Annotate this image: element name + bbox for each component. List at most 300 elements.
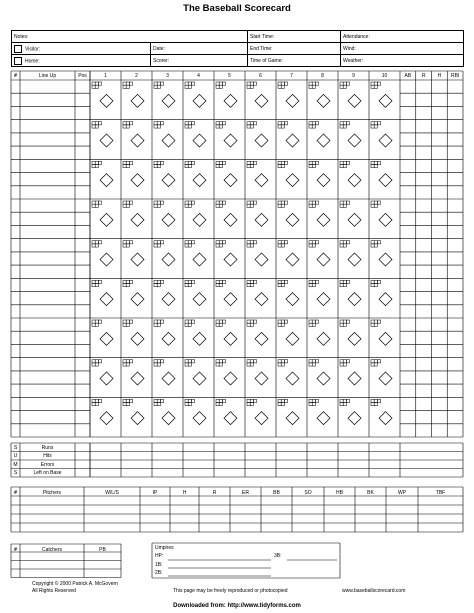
ball-box[interactable] xyxy=(219,360,222,363)
ball-box[interactable] xyxy=(222,320,225,323)
strike-box[interactable] xyxy=(278,323,281,326)
strike-box[interactable] xyxy=(374,165,377,168)
ball-box[interactable] xyxy=(315,82,318,85)
ball-box[interactable] xyxy=(95,399,98,402)
ball-box[interactable] xyxy=(250,161,253,164)
ball-box[interactable] xyxy=(157,82,160,85)
strike-box[interactable] xyxy=(185,363,188,366)
at-bat-cell[interactable] xyxy=(185,280,206,305)
base-diamond[interactable] xyxy=(224,253,237,266)
strike-box[interactable] xyxy=(92,85,95,88)
base-diamond[interactable] xyxy=(193,94,206,107)
strike-box[interactable] xyxy=(371,403,374,406)
ball-box[interactable] xyxy=(219,161,222,164)
at-bat-cell[interactable] xyxy=(247,122,268,147)
ball-box[interactable] xyxy=(129,399,132,402)
strike-box[interactable] xyxy=(95,85,98,88)
strike-box[interactable] xyxy=(312,284,315,287)
ball-box[interactable] xyxy=(284,320,287,323)
strike-box[interactable] xyxy=(343,323,346,326)
at-bat-cell[interactable] xyxy=(92,122,113,147)
ball-box[interactable] xyxy=(185,320,188,323)
ball-box[interactable] xyxy=(309,280,312,283)
base-diamond[interactable] xyxy=(317,253,330,266)
strike-box[interactable] xyxy=(219,165,222,168)
strike-box[interactable] xyxy=(188,323,191,326)
at-bat-cell[interactable] xyxy=(154,241,175,266)
at-bat-cell[interactable] xyxy=(216,161,237,186)
ball-box[interactable] xyxy=(284,360,287,363)
strike-box[interactable] xyxy=(247,85,250,88)
base-diamond[interactable] xyxy=(348,293,361,306)
ball-box[interactable] xyxy=(247,161,250,164)
ball-box[interactable] xyxy=(371,399,374,402)
ball-box[interactable] xyxy=(160,280,163,283)
strike-box[interactable] xyxy=(371,244,374,247)
ball-box[interactable] xyxy=(160,122,163,125)
strike-box[interactable] xyxy=(340,204,343,207)
strike-box[interactable] xyxy=(250,125,253,128)
strike-box[interactable] xyxy=(371,85,374,88)
ball-box[interactable] xyxy=(377,161,380,164)
strike-box[interactable] xyxy=(219,284,222,287)
at-bat-cell[interactable] xyxy=(371,280,392,305)
ball-box[interactable] xyxy=(346,399,349,402)
at-bat-cell[interactable] xyxy=(340,161,361,186)
strike-box[interactable] xyxy=(126,323,129,326)
at-bat-cell[interactable] xyxy=(92,399,113,424)
strike-box[interactable] xyxy=(92,125,95,128)
ball-box[interactable] xyxy=(219,399,222,402)
base-diamond[interactable] xyxy=(348,213,361,226)
ball-box[interactable] xyxy=(346,280,349,283)
at-bat-cell[interactable] xyxy=(123,82,144,107)
ball-box[interactable] xyxy=(160,241,163,244)
at-bat-cell[interactable] xyxy=(92,201,113,226)
ball-box[interactable] xyxy=(343,320,346,323)
ball-box[interactable] xyxy=(157,320,160,323)
ball-box[interactable] xyxy=(216,201,219,204)
ball-box[interactable] xyxy=(98,241,101,244)
ball-box[interactable] xyxy=(188,320,191,323)
ball-box[interactable] xyxy=(278,241,281,244)
base-diamond[interactable] xyxy=(379,253,392,266)
ball-box[interactable] xyxy=(250,399,253,402)
at-bat-cell[interactable] xyxy=(185,82,206,107)
strike-box[interactable] xyxy=(216,363,219,366)
ball-box[interactable] xyxy=(253,360,256,363)
strike-box[interactable] xyxy=(126,85,129,88)
ball-box[interactable] xyxy=(343,82,346,85)
at-bat-cell[interactable] xyxy=(340,122,361,147)
ball-box[interactable] xyxy=(95,122,98,125)
strike-box[interactable] xyxy=(278,363,281,366)
strike-box[interactable] xyxy=(123,403,126,406)
at-bat-cell[interactable] xyxy=(278,201,299,226)
strike-box[interactable] xyxy=(340,85,343,88)
base-diamond[interactable] xyxy=(255,213,268,226)
base-diamond[interactable] xyxy=(286,134,299,147)
ball-box[interactable] xyxy=(98,122,101,125)
ball-box[interactable] xyxy=(340,360,343,363)
base-diamond[interactable] xyxy=(286,293,299,306)
ball-box[interactable] xyxy=(123,399,126,402)
strike-box[interactable] xyxy=(154,363,157,366)
strike-box[interactable] xyxy=(340,244,343,247)
base-diamond[interactable] xyxy=(131,332,144,345)
at-bat-cell[interactable] xyxy=(123,399,144,424)
strike-box[interactable] xyxy=(185,165,188,168)
strike-box[interactable] xyxy=(95,165,98,168)
at-bat-cell[interactable] xyxy=(371,201,392,226)
ball-box[interactable] xyxy=(160,201,163,204)
strike-box[interactable] xyxy=(157,165,160,168)
at-bat-cell[interactable] xyxy=(371,161,392,186)
ball-box[interactable] xyxy=(98,320,101,323)
at-bat-cell[interactable] xyxy=(247,360,268,385)
ball-box[interactable] xyxy=(312,122,315,125)
strike-box[interactable] xyxy=(154,244,157,247)
ball-box[interactable] xyxy=(222,82,225,85)
ball-box[interactable] xyxy=(284,201,287,204)
ball-box[interactable] xyxy=(219,320,222,323)
strike-box[interactable] xyxy=(95,284,98,287)
ball-box[interactable] xyxy=(284,280,287,283)
ball-box[interactable] xyxy=(281,320,284,323)
strike-box[interactable] xyxy=(371,204,374,207)
ball-box[interactable] xyxy=(126,201,129,204)
ball-box[interactable] xyxy=(222,201,225,204)
strike-box[interactable] xyxy=(371,165,374,168)
strike-box[interactable] xyxy=(157,244,160,247)
ball-box[interactable] xyxy=(185,241,188,244)
base-diamond[interactable] xyxy=(131,94,144,107)
strike-box[interactable] xyxy=(95,403,98,406)
ball-box[interactable] xyxy=(281,122,284,125)
ball-box[interactable] xyxy=(374,280,377,283)
ball-box[interactable] xyxy=(185,399,188,402)
at-bat-cell[interactable] xyxy=(185,161,206,186)
base-diamond[interactable] xyxy=(193,213,206,226)
base-diamond[interactable] xyxy=(286,332,299,345)
strike-box[interactable] xyxy=(374,284,377,287)
ball-box[interactable] xyxy=(250,320,253,323)
strike-box[interactable] xyxy=(340,125,343,128)
ball-box[interactable] xyxy=(377,241,380,244)
ball-box[interactable] xyxy=(371,161,374,164)
strike-box[interactable] xyxy=(126,165,129,168)
strike-box[interactable] xyxy=(247,284,250,287)
at-bat-cell[interactable] xyxy=(92,241,113,266)
ball-box[interactable] xyxy=(253,280,256,283)
base-diamond[interactable] xyxy=(224,293,237,306)
at-bat-cell[interactable] xyxy=(123,280,144,305)
base-diamond[interactable] xyxy=(131,293,144,306)
ball-box[interactable] xyxy=(247,241,250,244)
at-bat-cell[interactable] xyxy=(123,360,144,385)
base-diamond[interactable] xyxy=(379,94,392,107)
strike-box[interactable] xyxy=(157,323,160,326)
ball-box[interactable] xyxy=(188,82,191,85)
strike-box[interactable] xyxy=(92,165,95,168)
at-bat-cell[interactable] xyxy=(309,201,330,226)
base-diamond[interactable] xyxy=(255,174,268,187)
at-bat-cell[interactable] xyxy=(154,122,175,147)
strike-box[interactable] xyxy=(247,165,250,168)
strike-box[interactable] xyxy=(154,125,157,128)
base-diamond[interactable] xyxy=(224,372,237,385)
base-diamond[interactable] xyxy=(162,332,175,345)
ball-box[interactable] xyxy=(216,82,219,85)
strike-box[interactable] xyxy=(340,363,343,366)
base-diamond[interactable] xyxy=(193,372,206,385)
strike-box[interactable] xyxy=(278,85,281,88)
base-diamond[interactable] xyxy=(224,174,237,187)
ball-box[interactable] xyxy=(154,122,157,125)
at-bat-cell[interactable] xyxy=(340,201,361,226)
at-bat-cell[interactable] xyxy=(216,241,237,266)
base-diamond[interactable] xyxy=(193,174,206,187)
strike-box[interactable] xyxy=(312,403,315,406)
at-bat-cell[interactable] xyxy=(278,280,299,305)
ball-box[interactable] xyxy=(284,122,287,125)
ball-box[interactable] xyxy=(374,82,377,85)
ball-box[interactable] xyxy=(312,201,315,204)
base-diamond[interactable] xyxy=(348,412,361,425)
ball-box[interactable] xyxy=(95,280,98,283)
strike-box[interactable] xyxy=(126,204,129,207)
strike-box[interactable] xyxy=(281,244,284,247)
ball-box[interactable] xyxy=(247,399,250,402)
ball-box[interactable] xyxy=(312,241,315,244)
strike-box[interactable] xyxy=(340,284,343,287)
base-diamond[interactable] xyxy=(100,372,113,385)
base-diamond[interactable] xyxy=(286,94,299,107)
ball-box[interactable] xyxy=(191,161,194,164)
at-bat-cell[interactable] xyxy=(216,122,237,147)
ball-box[interactable] xyxy=(98,201,101,204)
ball-box[interactable] xyxy=(247,122,250,125)
base-diamond[interactable] xyxy=(131,134,144,147)
base-diamond[interactable] xyxy=(317,412,330,425)
ball-box[interactable] xyxy=(98,399,101,402)
at-bat-cell[interactable] xyxy=(154,201,175,226)
strike-box[interactable] xyxy=(247,125,250,128)
ball-box[interactable] xyxy=(191,280,194,283)
strike-box[interactable] xyxy=(219,85,222,88)
ball-box[interactable] xyxy=(278,360,281,363)
ball-box[interactable] xyxy=(123,201,126,204)
strike-box[interactable] xyxy=(185,85,188,88)
at-bat-cell[interactable] xyxy=(309,161,330,186)
ball-box[interactable] xyxy=(222,280,225,283)
ball-box[interactable] xyxy=(157,201,160,204)
base-diamond[interactable] xyxy=(255,253,268,266)
strike-box[interactable] xyxy=(247,204,250,207)
ball-box[interactable] xyxy=(374,399,377,402)
base-diamond[interactable] xyxy=(100,94,113,107)
base-diamond[interactable] xyxy=(162,174,175,187)
ball-box[interactable] xyxy=(278,320,281,323)
ball-box[interactable] xyxy=(253,122,256,125)
ball-box[interactable] xyxy=(129,241,132,244)
ball-box[interactable] xyxy=(312,320,315,323)
at-bat-cell[interactable] xyxy=(340,280,361,305)
strike-box[interactable] xyxy=(250,204,253,207)
ball-box[interactable] xyxy=(312,399,315,402)
ball-box[interactable] xyxy=(216,161,219,164)
ball-box[interactable] xyxy=(222,241,225,244)
ball-box[interactable] xyxy=(309,399,312,402)
strike-box[interactable] xyxy=(343,244,346,247)
ball-box[interactable] xyxy=(340,201,343,204)
ball-box[interactable] xyxy=(371,320,374,323)
strike-box[interactable] xyxy=(374,363,377,366)
ball-box[interactable] xyxy=(129,280,132,283)
ball-box[interactable] xyxy=(129,320,132,323)
base-diamond[interactable] xyxy=(255,134,268,147)
ball-box[interactable] xyxy=(216,360,219,363)
ball-box[interactable] xyxy=(284,161,287,164)
ball-box[interactable] xyxy=(374,161,377,164)
strike-box[interactable] xyxy=(157,204,160,207)
ball-box[interactable] xyxy=(371,360,374,363)
ball-box[interactable] xyxy=(371,280,374,283)
ball-box[interactable] xyxy=(216,399,219,402)
ball-box[interactable] xyxy=(154,320,157,323)
strike-box[interactable] xyxy=(250,284,253,287)
strike-box[interactable] xyxy=(340,165,343,168)
ball-box[interactable] xyxy=(309,241,312,244)
ball-box[interactable] xyxy=(191,82,194,85)
ball-box[interactable] xyxy=(95,360,98,363)
ball-box[interactable] xyxy=(247,360,250,363)
strike-box[interactable] xyxy=(250,363,253,366)
base-diamond[interactable] xyxy=(348,372,361,385)
ball-box[interactable] xyxy=(160,320,163,323)
ball-box[interactable] xyxy=(92,122,95,125)
at-bat-cell[interactable] xyxy=(309,241,330,266)
at-bat-cell[interactable] xyxy=(123,201,144,226)
ball-box[interactable] xyxy=(188,161,191,164)
base-diamond[interactable] xyxy=(317,332,330,345)
at-bat-cell[interactable] xyxy=(309,320,330,345)
ball-box[interactable] xyxy=(129,122,132,125)
at-bat-cell[interactable] xyxy=(371,320,392,345)
ball-box[interactable] xyxy=(309,201,312,204)
base-diamond[interactable] xyxy=(255,293,268,306)
strike-box[interactable] xyxy=(157,363,160,366)
base-diamond[interactable] xyxy=(100,134,113,147)
strike-box[interactable] xyxy=(250,323,253,326)
ball-box[interactable] xyxy=(340,320,343,323)
ball-box[interactable] xyxy=(123,82,126,85)
at-bat-cell[interactable] xyxy=(247,320,268,345)
base-diamond[interactable] xyxy=(131,213,144,226)
base-diamond[interactable] xyxy=(162,94,175,107)
ball-box[interactable] xyxy=(92,399,95,402)
at-bat-cell[interactable] xyxy=(309,82,330,107)
ball-box[interactable] xyxy=(284,399,287,402)
strike-box[interactable] xyxy=(343,125,346,128)
ball-box[interactable] xyxy=(377,122,380,125)
at-bat-cell[interactable] xyxy=(371,122,392,147)
ball-box[interactable] xyxy=(188,360,191,363)
strike-box[interactable] xyxy=(309,284,312,287)
base-diamond[interactable] xyxy=(131,412,144,425)
base-diamond[interactable] xyxy=(379,213,392,226)
ball-box[interactable] xyxy=(216,122,219,125)
ball-box[interactable] xyxy=(346,161,349,164)
ball-box[interactable] xyxy=(315,201,318,204)
ball-box[interactable] xyxy=(129,360,132,363)
strike-box[interactable] xyxy=(188,85,191,88)
site-link[interactable]: www.baseballscorecard.com xyxy=(342,588,406,594)
ball-box[interactable] xyxy=(343,360,346,363)
at-bat-cell[interactable] xyxy=(92,161,113,186)
strike-box[interactable] xyxy=(281,165,284,168)
strike-box[interactable] xyxy=(188,125,191,128)
strike-box[interactable] xyxy=(343,284,346,287)
at-bat-cell[interactable] xyxy=(92,280,113,305)
at-bat-cell[interactable] xyxy=(247,399,268,424)
base-diamond[interactable] xyxy=(224,412,237,425)
strike-box[interactable] xyxy=(312,244,315,247)
ball-box[interactable] xyxy=(160,360,163,363)
strike-box[interactable] xyxy=(216,284,219,287)
ball-box[interactable] xyxy=(123,161,126,164)
ball-box[interactable] xyxy=(185,280,188,283)
at-bat-cell[interactable] xyxy=(154,82,175,107)
strike-box[interactable] xyxy=(154,165,157,168)
ball-box[interactable] xyxy=(343,201,346,204)
ball-box[interactable] xyxy=(157,280,160,283)
strike-box[interactable] xyxy=(309,125,312,128)
base-diamond[interactable] xyxy=(100,253,113,266)
at-bat-cell[interactable] xyxy=(247,82,268,107)
ball-box[interactable] xyxy=(371,122,374,125)
ball-box[interactable] xyxy=(247,280,250,283)
strike-box[interactable] xyxy=(247,244,250,247)
strike-box[interactable] xyxy=(278,284,281,287)
ball-box[interactable] xyxy=(247,82,250,85)
strike-box[interactable] xyxy=(92,204,95,207)
ball-box[interactable] xyxy=(92,82,95,85)
base-diamond[interactable] xyxy=(317,174,330,187)
ball-box[interactable] xyxy=(126,360,129,363)
strike-box[interactable] xyxy=(250,403,253,406)
ball-box[interactable] xyxy=(160,399,163,402)
strike-box[interactable] xyxy=(371,284,374,287)
strike-box[interactable] xyxy=(185,244,188,247)
ball-box[interactable] xyxy=(346,82,349,85)
strike-box[interactable] xyxy=(247,403,250,406)
strike-box[interactable] xyxy=(216,165,219,168)
strike-box[interactable] xyxy=(250,244,253,247)
ball-box[interactable] xyxy=(371,82,374,85)
ball-box[interactable] xyxy=(160,82,163,85)
strike-box[interactable] xyxy=(188,165,191,168)
ball-box[interactable] xyxy=(312,280,315,283)
at-bat-cell[interactable] xyxy=(247,280,268,305)
ball-box[interactable] xyxy=(371,201,374,204)
base-diamond[interactable] xyxy=(348,253,361,266)
ball-box[interactable] xyxy=(284,241,287,244)
strike-box[interactable] xyxy=(281,125,284,128)
base-diamond[interactable] xyxy=(317,293,330,306)
ball-box[interactable] xyxy=(98,360,101,363)
strike-box[interactable] xyxy=(154,403,157,406)
